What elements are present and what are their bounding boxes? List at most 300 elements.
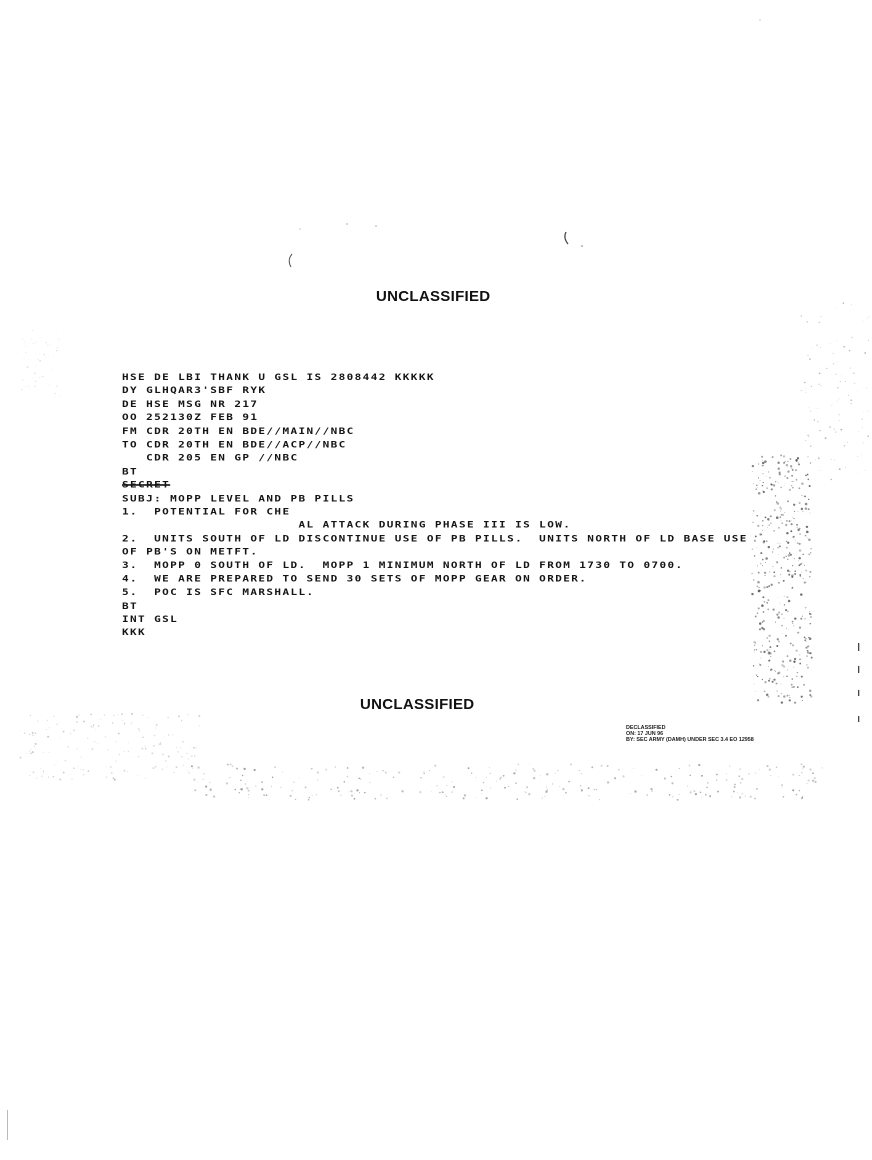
- scan-speck: [788, 600, 791, 603]
- scan-speck: [833, 363, 834, 364]
- scan-speck: [733, 791, 735, 793]
- scan-speck: [607, 765, 609, 767]
- scan-speck: [442, 791, 444, 793]
- scan-speck: [737, 792, 738, 793]
- scan-speck: [786, 556, 787, 557]
- scan-speck: [780, 543, 781, 544]
- scan-speck: [381, 794, 382, 795]
- scan-speck: [799, 533, 801, 535]
- scan-speck: [792, 587, 793, 588]
- scan-speck: [778, 641, 780, 643]
- scan-speck: [761, 627, 763, 629]
- scan-speck: [679, 794, 680, 795]
- scan-speck: [513, 772, 515, 774]
- scan-speck: [39, 337, 40, 338]
- scan-speck: [792, 644, 794, 646]
- scan-speck: [820, 385, 821, 386]
- scan-speck: [33, 343, 34, 344]
- scan-speck: [677, 799, 679, 801]
- scan-speck: [385, 772, 387, 774]
- scan-speck: [786, 464, 788, 466]
- scan-speck: [28, 386, 29, 387]
- scan-speck: [782, 660, 784, 662]
- scan-speck: [806, 607, 807, 608]
- scan-speck: [777, 462, 780, 465]
- scan-speck: [139, 754, 140, 755]
- scan-speck: [309, 797, 311, 799]
- scan-speck: [789, 553, 790, 554]
- scan-speck: [165, 760, 166, 761]
- scan-speck: [439, 792, 441, 794]
- scan-speck: [46, 729, 47, 730]
- scan-speck: [191, 765, 193, 767]
- scan-speck: [786, 477, 788, 479]
- scan-speck: [188, 772, 190, 774]
- scan-speck: [761, 604, 764, 607]
- scan-speck: [839, 414, 840, 415]
- scan-speck: [359, 792, 360, 793]
- scan-speck: [757, 699, 759, 701]
- scan-speck: [776, 683, 778, 685]
- declassified-authority: BY: SEC ARMY (DAMH) UNDER SEC 3.4 EO 12958: [626, 737, 754, 743]
- scan-speck: [43, 771, 44, 772]
- message-line-para-1-cont: AL ATTACK DURING PHASE III IS LOW.: [122, 519, 572, 531]
- scan-speck: [835, 431, 837, 433]
- scan-speck: [122, 720, 123, 721]
- scan-speck: [56, 385, 58, 387]
- scan-speck: [533, 770, 535, 772]
- scan-speck: [806, 531, 809, 534]
- scan-speck: [249, 790, 250, 791]
- scan-speck: [762, 679, 763, 680]
- scan-speck: [59, 737, 60, 738]
- scan-speck: [532, 768, 534, 770]
- scan-speck: [96, 778, 97, 779]
- scan-speck: [791, 684, 793, 686]
- scan-speck: [124, 723, 125, 724]
- scan-speck: [769, 477, 770, 478]
- scan-speck: [769, 768, 771, 770]
- scan-speck: [263, 794, 265, 796]
- scan-speck: [804, 535, 805, 536]
- scan-speck: [83, 721, 85, 723]
- scan-speck: [106, 767, 107, 768]
- scan-speck: [362, 767, 364, 769]
- scan-speck: [810, 613, 812, 615]
- scan-speck: [655, 769, 657, 771]
- scan-speck: [806, 321, 807, 322]
- scan-speck: [377, 771, 378, 772]
- scan-speck: [760, 658, 761, 659]
- scan-speck: [42, 376, 43, 377]
- scan-speck: [209, 782, 210, 783]
- scan-speck: [248, 790, 250, 792]
- scan-speck: [836, 307, 837, 308]
- scan-speck: [515, 782, 516, 783]
- scan-speck: [316, 794, 317, 795]
- scan-speck: [43, 752, 44, 753]
- scan-speck: [806, 582, 807, 583]
- scan-speck: [755, 616, 757, 618]
- scan-speck: [753, 579, 754, 580]
- scan-speck: [769, 641, 770, 642]
- scan-speck: [774, 651, 776, 653]
- scan-speck: [20, 730, 21, 731]
- scan-speck: [490, 788, 491, 789]
- scan-speck: [792, 623, 793, 624]
- scan-speck: [63, 772, 65, 774]
- scan-speck: [779, 472, 781, 474]
- scan-speck: [317, 772, 319, 774]
- scan-speck: [107, 750, 108, 751]
- scan-speck: [806, 571, 807, 572]
- scan-speck: [162, 754, 164, 756]
- scan-speck: [762, 520, 764, 522]
- scan-speck: [112, 722, 113, 723]
- scan-speck: [49, 727, 50, 728]
- scan-speck: [762, 621, 764, 623]
- scan-speck: [868, 340, 869, 341]
- scan-speck: [35, 366, 36, 367]
- scan-speck: [481, 794, 482, 795]
- scan-speck: [30, 749, 31, 750]
- scan-speck: [793, 667, 794, 668]
- scan-speck: [760, 552, 762, 554]
- scan-speck: [24, 330, 25, 331]
- scan-speck: [754, 798, 756, 800]
- scan-speck: [800, 618, 802, 620]
- scan-speck: [768, 520, 769, 521]
- scan-speck: [580, 785, 581, 786]
- scan-speck: [783, 666, 785, 668]
- scan-speck: [752, 465, 754, 467]
- scan-speck: [798, 529, 800, 531]
- declassified-date: ON: 17 JUN 96: [626, 731, 664, 737]
- scan-speck: [255, 786, 256, 787]
- scan-speck: [845, 467, 846, 468]
- scan-speck: [127, 771, 128, 772]
- scan-speck: [164, 737, 165, 738]
- scan-speck: [354, 798, 356, 800]
- scan-speck: [848, 395, 849, 396]
- scan-speck: [689, 791, 691, 793]
- scan-speck: [540, 776, 541, 777]
- scan-speck: [669, 794, 671, 796]
- scan-speck: [614, 777, 616, 779]
- scan-speck: [811, 548, 812, 549]
- scan-speck: [305, 786, 307, 788]
- scan-speck: [706, 787, 707, 788]
- scan-speck: [191, 749, 192, 750]
- scan-speck: [775, 481, 776, 482]
- scan-speck: [486, 786, 487, 787]
- scan-speck: [781, 508, 783, 510]
- scan-speck: [439, 788, 440, 789]
- scan-speck: [162, 769, 164, 771]
- scan-speck: [769, 649, 770, 650]
- scan-speck: [770, 656, 771, 657]
- message-line-para-2: 2. UNITS SOUTH OF LD DISCONTINUE USE OF PB PILLS. UNITS NORTH OF LD BASE USE: [122, 533, 748, 544]
- scan-speck: [44, 354, 46, 356]
- scan-speck: [31, 339, 32, 340]
- scan-speck: [806, 783, 807, 784]
- scan-speck: [274, 766, 276, 768]
- scan-speck: [762, 485, 763, 486]
- scan-speck: [565, 792, 566, 793]
- scan-speck: [526, 786, 528, 788]
- scan-speck: [833, 353, 834, 354]
- scan-speck: [768, 666, 769, 667]
- message-line-relay: DY GLHQAR3'SBF RYK: [122, 385, 267, 396]
- scan-speck: [777, 502, 780, 505]
- scan-speck: [775, 622, 776, 623]
- scan-speck: [79, 714, 80, 715]
- scan-speck: [518, 764, 519, 765]
- scan-speck: [194, 789, 196, 791]
- scan-speck: [817, 421, 818, 422]
- message-line-routing: HSE DE LBI THANK U GSL IS 2808442 KKKKK: [122, 371, 435, 383]
- scan-speck: [172, 734, 173, 735]
- scan-speck: [69, 774, 70, 775]
- scan-speck: [776, 645, 778, 647]
- scan-speck: [193, 779, 195, 781]
- scan-speck: [785, 635, 787, 637]
- scan-speck: [47, 345, 48, 346]
- scan-speck: [836, 340, 837, 341]
- scan-speck: [810, 695, 812, 697]
- scan-speck: [754, 645, 755, 646]
- scan-speck: [39, 360, 40, 361]
- scan-speck: [850, 403, 851, 404]
- scan-speck: [729, 765, 730, 766]
- scan-speck: [227, 764, 229, 766]
- scan-speck: [757, 581, 760, 584]
- scan-speck: [34, 746, 35, 747]
- scan-speck: [709, 796, 711, 798]
- scan-speck: [254, 769, 256, 771]
- scan-speck: [83, 774, 84, 775]
- scan-speck: [819, 373, 821, 375]
- scan-speck: [782, 633, 783, 634]
- scan-speck: [290, 795, 292, 797]
- scan-speck: [772, 551, 773, 552]
- scan-speck: [762, 530, 763, 531]
- scan-speck: [759, 628, 761, 630]
- scan-speck: [799, 502, 801, 504]
- scan-speck: [768, 696, 770, 698]
- scan-speck: [787, 500, 789, 502]
- scan-speck: [808, 538, 809, 539]
- scan-speck: [768, 652, 771, 655]
- scan-speck: [769, 646, 771, 648]
- scan-speck: [759, 622, 761, 624]
- scan-speck: [769, 520, 770, 521]
- scan-speck: [770, 523, 771, 524]
- scan-speck: [56, 350, 57, 351]
- scan-speck: [36, 741, 37, 742]
- scan-speck: [786, 676, 787, 677]
- scan-speck: [760, 563, 762, 565]
- scan-speck: [864, 352, 866, 354]
- scan-speck: [798, 463, 800, 465]
- scan-speck: [757, 676, 758, 677]
- scan-speck: [796, 675, 798, 677]
- message-line-dtg: OO 252130Z FEB 91: [122, 412, 259, 423]
- scan-speck: [354, 798, 355, 799]
- scan-speck: [837, 401, 838, 402]
- scan-speck: [799, 790, 800, 791]
- scan-speck: [579, 770, 580, 771]
- scan-speck: [562, 788, 564, 790]
- scan-speck: [544, 796, 545, 797]
- classification-header: UNCLASSIFIED: [376, 288, 491, 305]
- scan-speck: [784, 475, 785, 476]
- scan-speck: [770, 670, 771, 671]
- message-line-para-2-cont: OF PB'S ON METFT.: [122, 546, 259, 558]
- scan-speck: [841, 375, 842, 376]
- scan-speck: [834, 429, 835, 430]
- scan-speck: [818, 457, 820, 459]
- scan-speck: [801, 563, 802, 564]
- scan-speck: [664, 777, 666, 779]
- scan-speck: [802, 768, 803, 769]
- scan-speck: [831, 405, 832, 406]
- scan-speck: [802, 563, 803, 564]
- scan-speck: [788, 574, 790, 576]
- scan-speck: [22, 379, 23, 380]
- scan-speck: [808, 436, 809, 437]
- scan-speck: [716, 779, 718, 781]
- scan-speck: [796, 460, 798, 462]
- scan-speck: [762, 645, 763, 646]
- scan-speck: [634, 790, 636, 792]
- scan-speck: [755, 691, 756, 692]
- scan-speck: [752, 522, 753, 523]
- scan-speck: [789, 489, 791, 491]
- struck-classification-line: SECRET: [122, 479, 171, 491]
- scan-speck: [299, 778, 300, 779]
- scan-speck: [784, 485, 785, 486]
- scan-speck: [245, 783, 247, 785]
- scan-speck: [709, 795, 711, 797]
- scan-speck: [769, 571, 770, 572]
- scan-speck: [764, 572, 766, 574]
- scan-speck: [800, 563, 802, 565]
- scan-speck: [591, 766, 593, 768]
- scan-speck: [807, 526, 808, 527]
- scan-speck: [671, 782, 673, 784]
- scan-speck: [754, 652, 755, 653]
- scan-speck: [762, 473, 763, 474]
- scan-speck: [350, 790, 352, 792]
- scan-speck: [805, 638, 807, 640]
- scan-speck: [88, 770, 90, 772]
- scan-speck: [354, 793, 355, 794]
- scan-speck: [806, 526, 808, 528]
- scan-speck: [356, 789, 358, 791]
- scan-speck: [516, 770, 517, 771]
- scan-speck: [618, 800, 619, 801]
- scan-speck: [119, 754, 121, 756]
- scan-speck: [337, 787, 339, 789]
- scan-speck: [138, 728, 140, 730]
- scan-speck: [311, 768, 313, 770]
- scan-speck: [243, 768, 245, 770]
- scan-speck: [791, 587, 793, 589]
- scan-speck: [759, 590, 760, 591]
- scan-speck: [115, 741, 116, 742]
- scan-speck: [803, 578, 804, 579]
- scan-speck: [764, 460, 767, 463]
- scan-speck: [230, 763, 232, 765]
- scan-speck: [187, 714, 188, 715]
- scan-speck: [863, 321, 864, 322]
- scan-speck: [790, 554, 792, 556]
- scan-speck: [52, 369, 53, 370]
- scan-speck: [797, 457, 799, 459]
- scan-speck: [434, 765, 436, 767]
- scan-speck: [261, 788, 263, 790]
- scan-speck: [808, 499, 809, 500]
- scan-speck: [529, 764, 530, 765]
- scan-speck: [793, 536, 794, 537]
- scan-speck: [804, 565, 805, 566]
- scan-speck: [777, 638, 779, 640]
- scan-speck: [767, 527, 768, 528]
- scan-speck: [58, 355, 59, 356]
- scan-speck: [545, 791, 547, 793]
- scan-speck: [186, 753, 187, 754]
- message-line-end: KKK: [122, 627, 147, 638]
- scan-speck: [809, 690, 811, 692]
- scan-speck: [758, 587, 759, 588]
- scan-speck: [792, 565, 793, 566]
- scan-speck: [777, 547, 778, 548]
- message-line-int: INT GSL: [122, 613, 179, 625]
- scan-speck: [763, 620, 765, 622]
- scan-speck: [168, 755, 170, 757]
- scan-speck: [442, 792, 443, 793]
- scan-speck: [57, 723, 58, 724]
- scan-speck: [436, 785, 437, 786]
- scan-speck: [801, 797, 803, 799]
- scan-speck: [242, 775, 243, 776]
- scan-speck: [106, 776, 107, 777]
- scan-speck: [36, 342, 37, 343]
- scan-speck: [26, 352, 27, 353]
- scan-speck: [809, 485, 811, 487]
- scan-speck: [347, 776, 349, 778]
- scan-speck: [464, 794, 466, 796]
- scan-speck: [777, 616, 780, 619]
- scan-speck: [781, 684, 782, 685]
- scan-speck: [758, 477, 759, 478]
- scan-speck: [789, 697, 790, 698]
- scan-speck: [767, 637, 768, 638]
- scan-speck: [340, 795, 341, 796]
- scan-speck: [293, 782, 294, 783]
- scan-speck: [29, 734, 30, 735]
- scan-speck: [771, 584, 773, 586]
- scan-speck: [754, 540, 756, 542]
- scan-speck: [779, 473, 781, 475]
- scan-speck: [757, 565, 758, 566]
- scan-speck: [793, 481, 794, 482]
- scan-speck: [768, 524, 769, 525]
- scan-speck: [799, 574, 801, 576]
- scan-speck: [516, 798, 518, 800]
- scan-speck: [810, 652, 812, 654]
